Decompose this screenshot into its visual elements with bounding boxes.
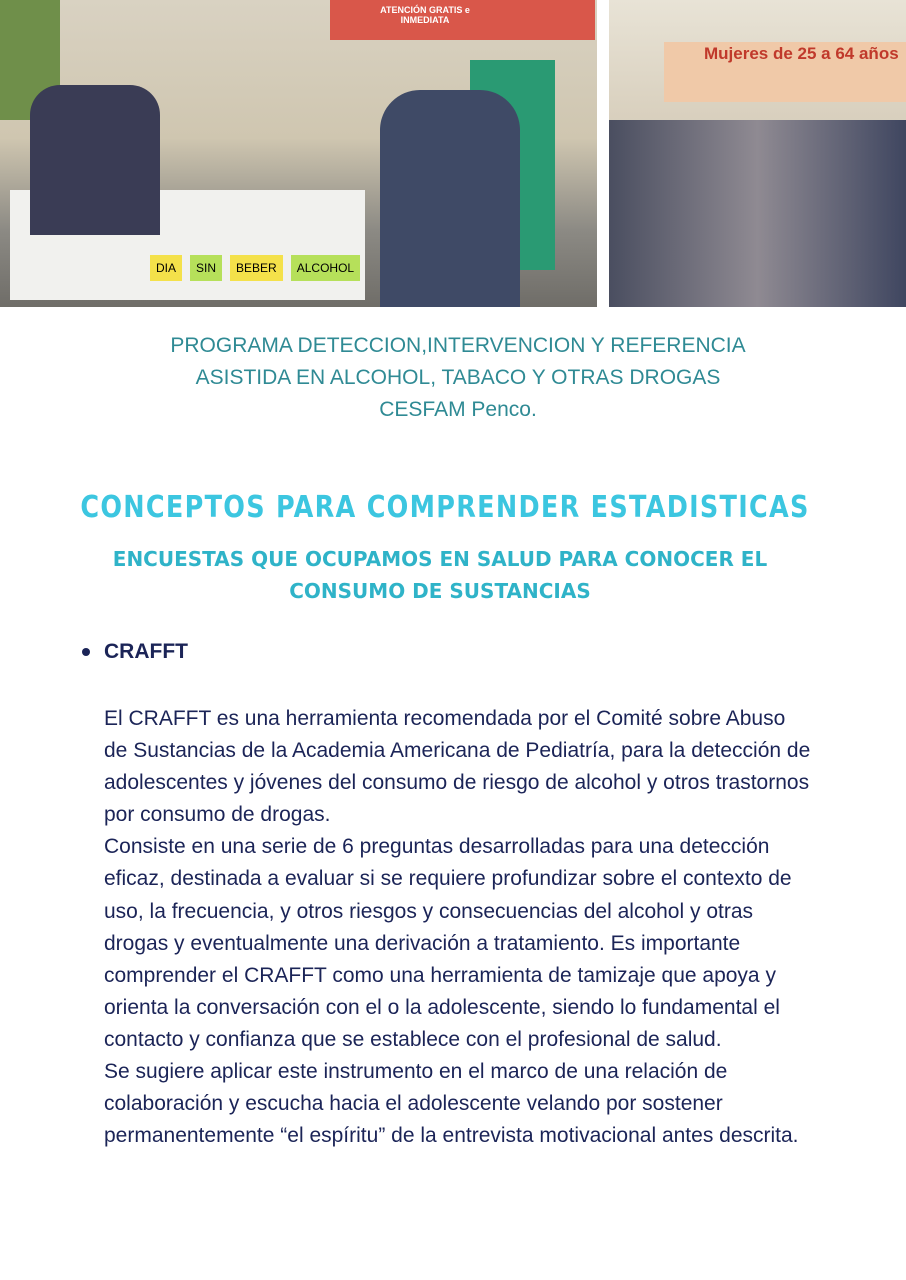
photo-health-center-entrance [609, 0, 906, 307]
bullet-item-crafft [82, 640, 188, 664]
sign-beber: BEBER [230, 255, 283, 281]
bullet-label: CRAFFT [104, 640, 188, 663]
paragraph: Se sugiere aplicar este instrumento en el marco de una relación de colaboración y escucha hacia el adolescente velando por sostener permanentemente “el espíritu” de la entrevista motivacional antes descrita. [104, 1060, 799, 1148]
banner-text: Mujeres de 25 a 64 años [704, 44, 899, 63]
sign-sin: SIN [190, 255, 222, 281]
paragraph: Consiste en una serie de 6 preguntas desarrolladas para una detección eficaz, destinada a evaluar si se requiere profundizar sobre el contexto de uso, la frecuencia, y otros riesgos y consecuencias del alcohol y otras drogas y eventualmente una derivación a tratamiento. Es importante comprender el CRAFFT como una herramienta de tamizaje que apoya y orienta la conversación con el o la adolescente, siendo lo fundamental el contacto y confianza que se establece con el profesional de salud. [104, 835, 792, 1051]
program-name-line2: ASISTIDA EN ALCOHOL, TABACO Y OTRAS DROGAS [195, 366, 721, 389]
paragraph: El CRAFFT es una herramienta recomendada por el Comité sobre Abuso de Sustancias de la Academia Americana de Pediatría, para la detección de adolescentes y jóvenes del consumo de riesgo de alcohol y otros trastornos por consumo de drogas. [104, 707, 811, 827]
crafft-description [104, 703, 814, 1152]
banner-text: ATENCIÓN GRATIS e INMEDIATA [380, 5, 470, 25]
bullet-dot-icon [82, 648, 90, 656]
photo-health-fair-stand [0, 0, 597, 307]
sign-alcohol: ALCOHOL [291, 255, 360, 281]
section-subtitle: ENCUESTAS QUE OCUPAMOS EN SALUD PARA CONOCER EL CONSUMO DE SUSTANCIAS [112, 547, 768, 603]
sign-dia: DIA [150, 255, 182, 281]
table-signs [150, 255, 360, 281]
section-title: CONCEPTOS PARA COMPRENDER ESTADISTICAS [80, 490, 810, 525]
program-name-line1: PROGRAMA DETECCION,INTERVENCION Y REFERENCIA [170, 334, 746, 357]
program-location: CESFAM Penco. [379, 398, 537, 421]
